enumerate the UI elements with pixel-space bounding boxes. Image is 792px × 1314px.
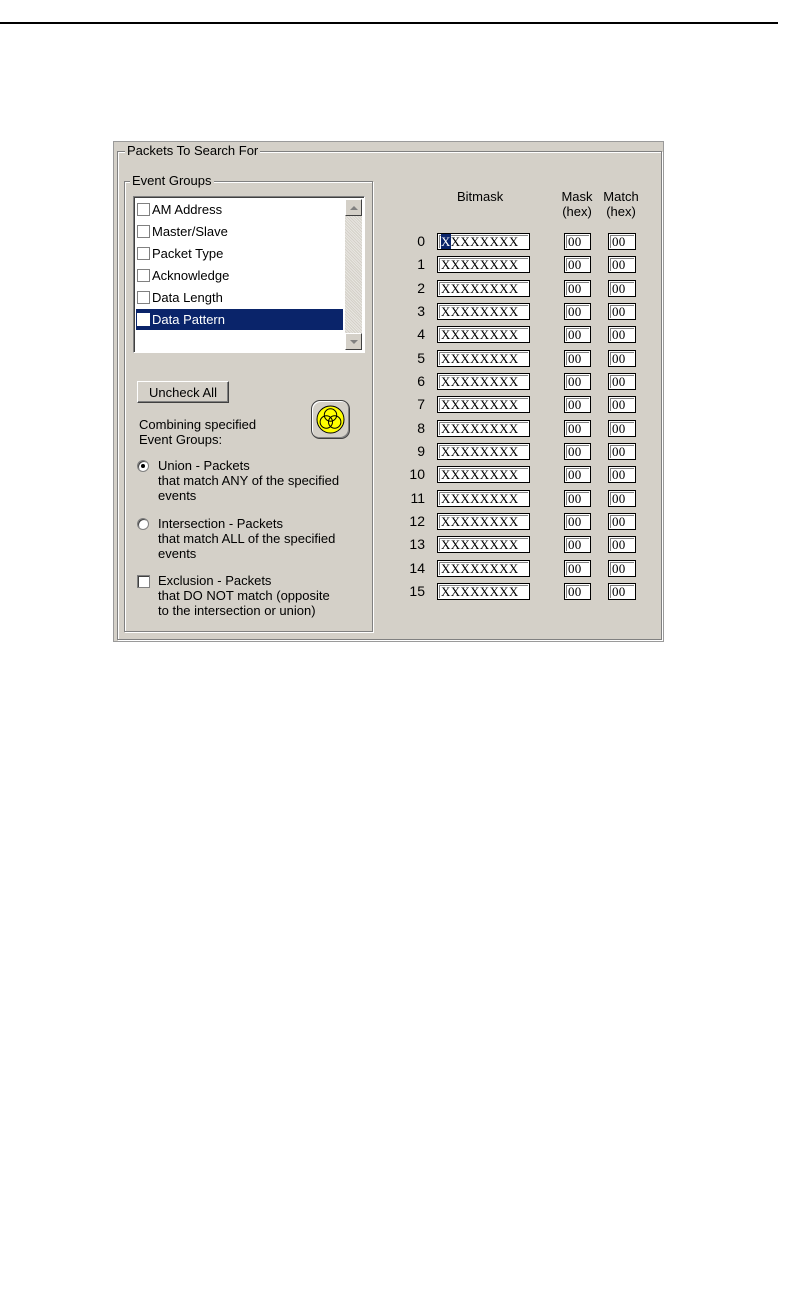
packets-dialog [113,141,664,642]
bitmask-field[interactable]: XXXXXXXX [437,420,530,437]
match-hex-field[interactable]: 00 [608,233,636,250]
intersection-radio[interactable] [137,518,149,530]
row-index: 15 [409,583,425,599]
venn-diagram-icon [316,405,345,434]
text-caret-selection: X [441,234,451,249]
bitmask-field[interactable]: XXXXXXXX [437,443,530,460]
event-groups-label: Event Groups [132,173,212,188]
event-group-checkbox[interactable] [137,225,150,238]
event-group-item[interactable] [136,309,343,330]
match-hex-field[interactable]: 00 [608,303,636,320]
combining-label-line2: Event Groups: [139,432,223,447]
bitmask-field[interactable]: XXXXXXXX [437,583,530,600]
mask-hex-field[interactable]: 00 [564,350,591,367]
row-index: 5 [417,350,425,366]
match-header [599,189,643,219]
arrow-down-icon [350,340,358,344]
match-hex-field[interactable]: 00 [608,466,636,483]
row-index: 4 [417,326,425,342]
event-group-checkbox[interactable] [137,313,150,326]
match-hex-field[interactable]: 00 [608,396,636,413]
row-index: 9 [417,443,425,459]
page-header-rule [0,22,778,24]
bitmask-field[interactable]: XXXXXXXX [437,373,530,390]
event-group-item[interactable] [136,221,343,242]
match-hex-field[interactable]: 00 [608,513,636,530]
row-index: 12 [409,513,425,529]
match-hex-field[interactable]: 00 [608,560,636,577]
row-index: 1 [417,256,425,272]
intersection-title: Intersection - Packets [158,516,283,531]
bitmask-field[interactable]: XXXXXXXX [437,490,530,507]
scroll-down-button[interactable] [345,333,362,350]
event-groups-list[interactable] [133,196,365,353]
event-group-item[interactable] [136,287,343,308]
event-group-label: Acknowledge [152,268,230,283]
match-hex-field[interactable]: 00 [608,490,636,507]
union-desc-line2: events [158,488,197,503]
bitmask-field[interactable] [437,233,530,250]
mask-hex-field[interactable]: 00 [564,303,591,320]
match-header-line2: (hex) [606,204,636,219]
bitmask-rest: XXXXXXX [450,234,519,249]
bitmask-field[interactable]: XXXXXXXX [437,536,530,553]
match-hex-field[interactable]: 00 [608,583,636,600]
mask-hex-field[interactable]: 00 [564,256,591,273]
uncheck-all-button[interactable]: Uncheck All [137,381,229,403]
row-index: 11 [410,490,425,506]
scroll-up-button[interactable] [345,199,362,216]
bitmask-field[interactable]: XXXXXXXX [437,303,530,320]
mask-hex-field[interactable]: 00 [564,583,591,600]
event-group-checkbox[interactable] [137,247,150,260]
match-hex-field[interactable]: 00 [608,326,636,343]
row-index: 13 [409,536,425,552]
mask-hex-field[interactable]: 00 [564,560,591,577]
mask-hex-field[interactable]: 00 [564,536,591,553]
exclusion-desc-line2: to the intersection or union) [158,603,316,618]
mask-hex-field[interactable]: 00 [564,326,591,343]
bitmask-field[interactable]: XXXXXXXX [437,350,530,367]
match-hex-field[interactable]: 00 [608,350,636,367]
row-index: 3 [417,303,425,319]
arrow-up-icon [350,206,358,210]
bitmask-field[interactable]: XXXXXXXX [437,560,530,577]
match-hex-field[interactable]: 00 [608,280,636,297]
bitmask-field[interactable]: XXXXXXXX [437,466,530,483]
event-group-label: Master/Slave [152,224,228,239]
mask-hex-field[interactable]: 00 [564,420,591,437]
bitmask-field[interactable]: XXXXXXXX [437,396,530,413]
bitmask-field[interactable]: XXXXXXXX [437,256,530,273]
exclusion-desc-line1: that DO NOT match (opposite [158,588,330,603]
mask-header [559,189,595,219]
row-index: 2 [417,280,425,296]
event-group-item[interactable] [136,243,343,264]
exclusion-checkbox[interactable] [137,575,150,588]
row-index: 6 [417,373,425,389]
event-groups-scrollbar[interactable] [345,199,362,350]
event-group-label: AM Address [152,202,223,217]
event-group-label: Packet Type [152,246,224,261]
mask-hex-field[interactable]: 00 [564,396,591,413]
mask-hex-field[interactable]: 00 [564,280,591,297]
mask-hex-field[interactable]: 00 [564,490,591,507]
mask-hex-field[interactable]: 00 [564,513,591,530]
event-group-checkbox[interactable] [137,291,150,304]
combining-label-line1: Combining specified [139,417,257,432]
union-desc-line1: that match ANY of the specified [158,473,340,488]
match-hex-field[interactable]: 00 [608,373,636,390]
event-group-checkbox[interactable] [137,269,150,282]
row-index: 8 [417,420,425,436]
mask-hex-field[interactable]: 00 [564,443,591,460]
match-hex-field[interactable]: 00 [608,420,636,437]
mask-header-line2: (hex) [562,204,592,219]
exclusion-title: Exclusion - Packets [158,573,272,588]
event-group-label: Data Length [152,290,223,305]
row-index: 14 [409,560,425,576]
bitmask-field[interactable]: XXXXXXXX [437,326,530,343]
mask-header-line1: Mask [561,189,593,204]
mask-hex-field[interactable]: 00 [564,233,591,250]
match-hex-field[interactable]: 00 [608,536,636,553]
intersection-desc-line1: that match ALL of the specified [158,531,336,546]
packets-to-search-label: Packets To Search For [127,143,259,158]
match-hex-field[interactable]: 00 [608,256,636,273]
union-title: Union - Packets [158,458,250,473]
bitmask-header: Bitmask [457,189,504,204]
bitmask-field[interactable]: XXXXXXXX [437,513,530,530]
row-index: 7 [417,396,425,412]
venn-diagram-button[interactable] [311,400,350,439]
event-group-label: Data Pattern [152,312,225,327]
match-header-line1: Match [603,189,639,204]
intersection-desc-line2: events [158,546,197,561]
event-group-item[interactable] [136,265,343,286]
union-radio[interactable] [137,460,149,472]
event-group-checkbox[interactable] [137,203,150,216]
event-group-item[interactable] [136,199,343,220]
row-index: 10 [409,466,425,482]
mask-hex-field[interactable]: 00 [564,466,591,483]
row-index: 0 [417,233,425,249]
bitmask-field[interactable]: XXXXXXXX [437,280,530,297]
match-hex-field[interactable]: 00 [608,443,636,460]
mask-hex-field[interactable]: 00 [564,373,591,390]
